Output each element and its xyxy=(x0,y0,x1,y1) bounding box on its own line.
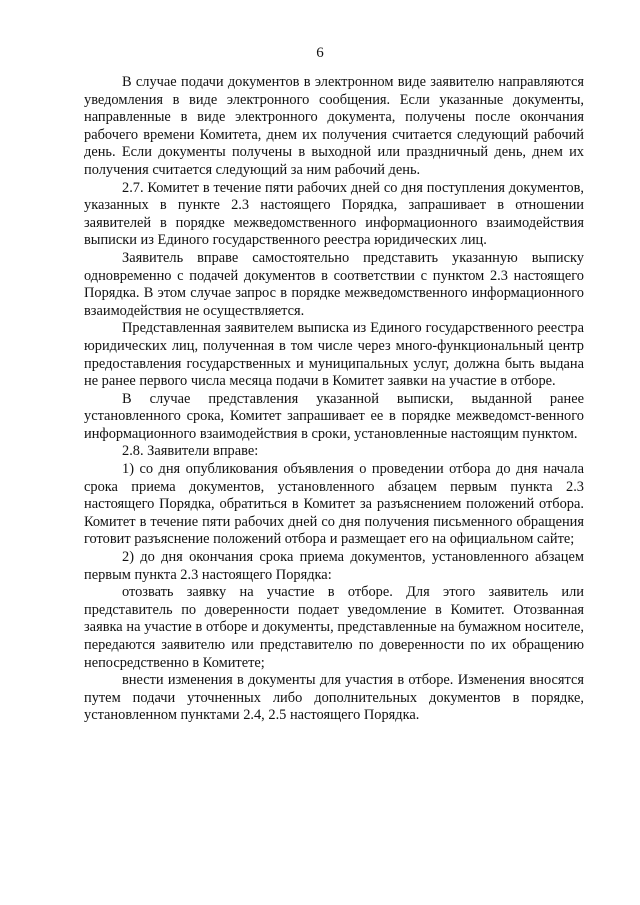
paragraph-right-1-clarification: 1) со дня опубликования объявления о проведении отбора до дня начала срока приема документов, установленного абзацем первым пункта 2.3 настоящего Порядка, обратиться в Комитет за разъяснением положений отбора. Комитет в течение пяти рабочих дней со дня получения письменного обращения готовит разъяснение положений отбора и размещает его на официальном сайте; xyxy=(84,461,584,548)
paragraph-2-8-applicant-rights: 2.8. Заявители вправе: xyxy=(122,443,259,460)
paragraph-right-2-before-deadline: 2) до дня окончания срока приема документов, установленного абзацем первым пункта 2.3 настоящего Порядка: xyxy=(84,549,584,583)
paragraph-2-7-interagency-request: 2.7. Комитет в течение пяти рабочих дней со дня поступления документов, указанных в пункте 2.3 настоящего Порядка, запрашивает в отношении заявителей в порядке межведомственного информационного взаимодействия выписки из Единого государственного реестра юридических лиц. xyxy=(84,179,584,249)
paragraph-amend-documents: внести изменения в документы для участия в отборе. Изменения вносятся путем подачи уточненных либо дополнительных документов в порядке, установленном пунктами 2.4, 2.5 настоящего Порядка. xyxy=(84,672,584,724)
document-body xyxy=(84,74,584,725)
paragraph-electronic-submission-notice: В случае подачи документов в электронном виде заявителю направляются уведомления в виде электронного сообщения. Если указанные документы, направленные в виде электронного документа, получены после окончания рабочего времени Комитета, днем их получения считается следующий рабочий день. Если документы получены в выходной или праздничный день, днем их получения считается следующий за ним рабочий день. xyxy=(84,74,584,178)
paragraph-outdated-extract: В случае представления указанной выписки, выданной ранее установленного срока, Комитет запрашивает ее в порядке межведомст-венного информационного взаимодействия в сроки, установленные настоящим пунктом. xyxy=(84,390,584,442)
page-number: 6 xyxy=(316,45,324,61)
paragraph-self-submitted-extract: Заявитель вправе самостоятельно представить указанную выписку одновременно с подачей документов в соответствии с пунктом 2.3 настоящего Порядка. В этом случае запрос в порядке межведомственного информационного взаимодействия не осуществляется. xyxy=(84,249,584,319)
paragraph-extract-validity: Представленная заявителем выписка из Единого государственного реестра юридических лиц, полученная в том числе через много-функциональный центр предоставления государственных и муниципальных услуг, должна быть выдана не ранее первого числа месяца подачи в Комитет заявки на участие в отборе. xyxy=(84,320,584,390)
paragraph-withdraw-application: отозвать заявку на участие в отборе. Для этого заявитель или представитель по доверенности подает уведомление в Комитет. Отозванная заявка на участие в отборе и документы, представленные на бумажном носителе, передаются заявителю или представителю по доверенности по их обращению непосредственно в Комитете; xyxy=(84,584,584,671)
